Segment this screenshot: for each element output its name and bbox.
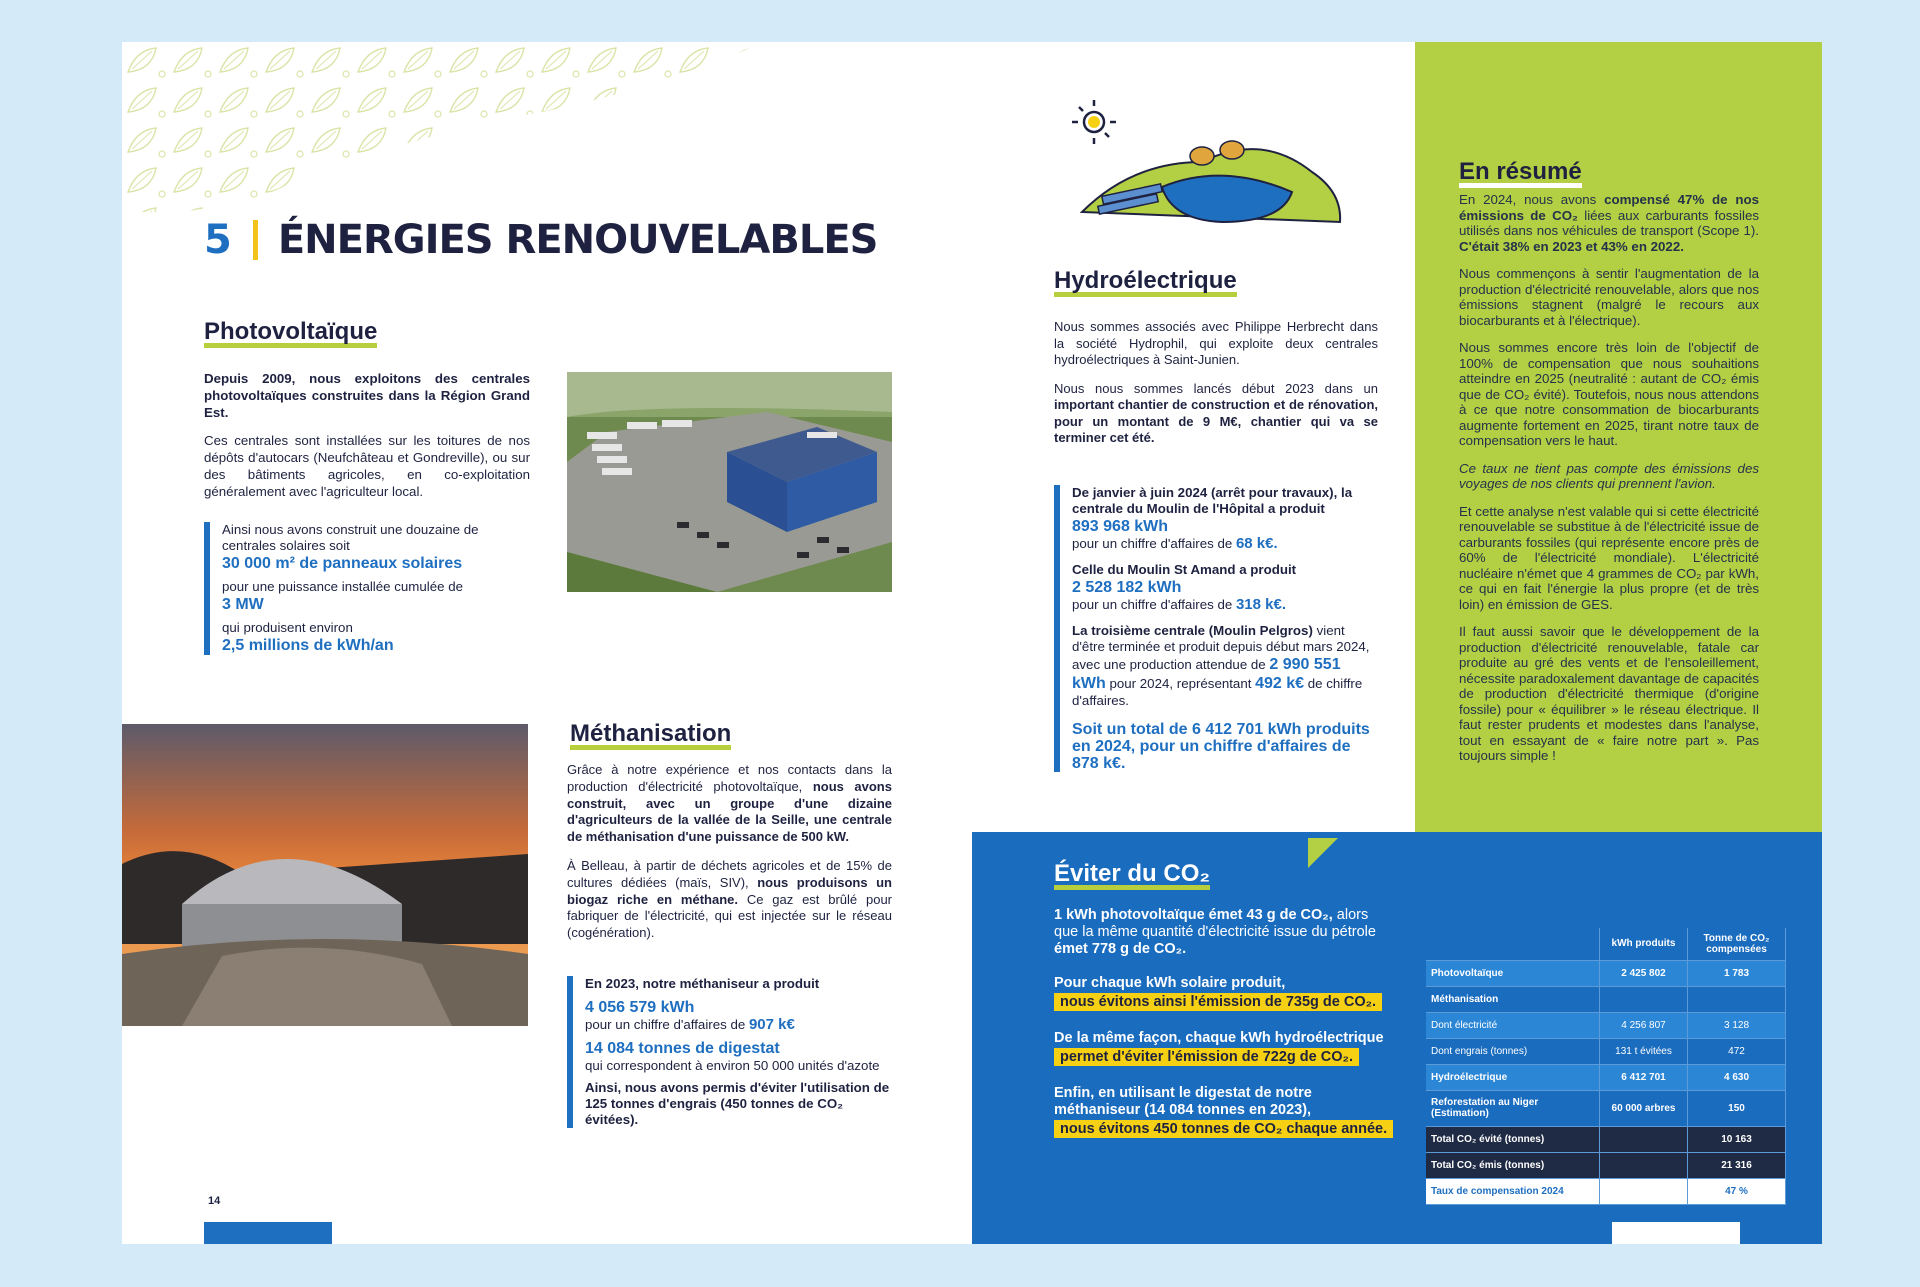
table-header: Tonne de CO₂ compensées — [1688, 928, 1786, 960]
hydro-text: Nous sommes associés avec Philippe Herbrecht dans la société Hydrophil, qui exploite deux centrales hydroélectriques à Saint-Junien. Nous nous sommes lancés début 2023 dans un important chantier de construction et de rénovation, pour un montant de 9 M€, chantier qui va se terminer cet été. — [1054, 319, 1378, 445]
table-row: Total CO₂ évité (tonnes) 10 163 — [1426, 1126, 1786, 1152]
callout-text: Ainsi, nous avons permis d'éviter l'utilisation de 125 tonnes d'engrais (450 tonnes de CO₂ évitées). — [585, 1080, 890, 1127]
chapter-number: 5 — [204, 217, 231, 263]
table-header — [1426, 928, 1600, 960]
table-row: Photovoltaïque 2 425 802 1 783 — [1426, 960, 1786, 986]
section-title-resume: En résumé — [1459, 160, 1582, 188]
co2-table — [1426, 928, 1786, 1205]
section-title-photovoltaique: Photovoltaïque — [204, 320, 377, 348]
eviter-text: 1 kWh photovoltaïque émet 43 g de CO₂, alors que la même quantité d'électricité issue du pétrole émet 778 g de CO₂. Pour chaque kWh solaire produit, nous évitons ainsi l'émission de 735g de CO₂. De la même façon, chaque kWh hydroélectrique permet d'éviter l'émission de 722g de CO₂. Enfin, en utilisant le digestat de notre méthaniseur (14 084 tonnes en 2023), nous évitons 450 tonnes de CO₂ chaque année. — [1054, 907, 1394, 1157]
section-title-methanisation: Méthanisation — [570, 722, 731, 750]
callout-text: qui correspondent à environ 50 000 unités d'azote — [585, 1058, 880, 1073]
callout-value: 4 056 579 kWh — [585, 999, 695, 1016]
table-row: Reforestation au Niger (Estimation) 60 000 arbres 150 — [1426, 1090, 1786, 1126]
resume-text: En 2024, nous avons compensé 47% de nos émissions de CO₂ liées aux carburants fossiles utilisés dans nos véhicules de transport (Scope 1). C'était 38% en 2023 et 43% en 2022. Nous commençons à sentir l'augmentation de la production d'électricité renouvelable, alors que nos émissions stagnent (malgré le recours aux biocarburants et à l'électrique). Nous sommes encore très loin de l'objectif de 100% de compensation que nous souhaitions atteindre en 2025 (neutralité : autant de CO₂ émis que de CO₂ évité). Toutefois, nous nous attendons à ce que notre consommation de biocarburants augmente fortement en 2025, tirant notre taux de compensation vers le haut. Ce taux ne tient pas compte des émissions des voyages de nos clients qui prennent l'avion. Et cette analyse n'est valable qui si cette électricité renouvelable se substitue à de l'électricité issue de carburants fossiles (qui représente encore près de 60% de l'électricité mondiale). L'électricité nucléaire n'émet que 4 grammes de CO₂ par kWh, ce qui en fait l'énergie la plus propre (et de très loin) en émission de GES. Il faut aussi savoir que le développement de la production d'électricité renouvelable, fatale car produite au gré des vents et de l'ensoleillement, nécessite paradoxalement davantage de capacités de production d'électricité thermique (d'origine fossile) pour « équilibrer » le réseau électrique. Il faut rester prudents et modestes dans l'analyse, tout en essayant de « faire notre part ». Pas toujours simple ! — [1459, 192, 1760, 763]
section-title-eviter: Éviter du CO₂ — [1054, 862, 1210, 890]
page-number: 15 — [1732, 1194, 1745, 1206]
solar-depot-photo — [567, 372, 892, 592]
chapter-heading — [204, 217, 877, 263]
photovoltaique-callout — [204, 522, 530, 655]
leaf-pattern-decoration — [122, 42, 762, 212]
photovoltaique-intro: Depuis 2009, nous exploitons des centrales photovoltaïques construites dans la Région Grand Est. — [204, 371, 530, 420]
right-page — [972, 42, 1822, 1244]
photovoltaique-text — [204, 371, 530, 513]
callout-text: En 2023, notre méthaniseur a produit — [585, 976, 820, 991]
section-title-hydro: Hydroélectrique — [1054, 269, 1237, 297]
table-row: Taux de compensation 2024 47 % — [1426, 1178, 1786, 1204]
callout-text: Ainsi nous avons construit une douzaine de centrales solaires soit — [222, 522, 479, 553]
photovoltaique-body: Ces centrales sont installées sur les toitures de nos dépôts d'autocars (Neufchâteau et Gondreville), ou sur des bâtiments agricoles, en co-exploitation généralement avec l'agriculteur local. — [204, 433, 530, 499]
chapter-separator — [253, 220, 258, 260]
speech-bubble-tail — [1308, 838, 1338, 868]
methanisation-text: Grâce à notre expérience et nos contacts dans la production d'électricité photovoltaïque, nous avons construit, avec un groupe d'une dizaine d'agriculteurs de la vallée de la Seille, une centrale de méthanisation d'une puissance de 500 kW. À Belleau, à partir de déchets agricoles et de 15% de cultures dédiées (maïs, SIV), nous produisons un biogaz riche en méthane. Ce gaz est brûlé pour fabriquer de l'électricité, qui est injectée sur le réseau (cogénération). — [567, 762, 892, 941]
hydro-illustration — [1072, 92, 1352, 242]
page-tab — [204, 1222, 332, 1244]
table-row: Dont électricité 4 256 807 3 128 — [1426, 1012, 1786, 1038]
hydro-total: Soit un total de 6 412 701 kWh produits en 2024, pour un chiffre d'affaires de 878 k€. — [1072, 721, 1370, 772]
callout-value: 30 000 m² de panneaux solaires — [222, 555, 463, 572]
page-tab — [1612, 1222, 1740, 1244]
page-number: 14 — [208, 1195, 221, 1207]
chapter-title: ÉNERGIES RENOUVELABLES — [277, 217, 878, 263]
callout-value: 14 084 tonnes de digestat — [585, 1040, 780, 1057]
methanisation-callout: En 2023, notre méthaniseur a produit 4 056 579 kWh pour un chiffre d'affaires de 907 k€ 14 084 tonnes de digestat qui correspondent à environ 50 000 unités d'azote Ainsi, nous avons permis d'éviter l'utilisation de 125 tonnes d'engrais (450 tonnes de CO₂ évitées). — [567, 976, 892, 1128]
callout-text: pour une puissance installée cumulée de — [222, 579, 463, 594]
table-header: kWh produits — [1600, 928, 1688, 960]
table-row: Total CO₂ émis (tonnes) 21 316 — [1426, 1152, 1786, 1178]
table-row: Dont engrais (tonnes) 131 t évitées 472 — [1426, 1038, 1786, 1064]
callout-text: qui produisent environ — [222, 620, 353, 635]
table-row: Méthanisation — [1426, 986, 1786, 1012]
methaniseur-photo — [122, 724, 528, 1026]
table-row: Hydroélectrique 6 412 701 4 630 — [1426, 1064, 1786, 1090]
left-page — [122, 42, 972, 1244]
callout-value: 2,5 millions de kWh/an — [222, 637, 394, 654]
hydro-callout: De janvier à juin 2024 (arrêt pour travaux), la centrale du Moulin de l'Hôpital a produit 893 968 kWh pour un chiffre d'affaires de 68 k€. Celle du Moulin St Amand a produit 2 528 182 kWh pour un chiffre d'affaires de 318 k€. La troisième centrale (Moulin Pelgros) vient d'être terminée et produit depuis début mars 2024, avec une production attendue de 2 990 551 kWh pour 2024, représentant 492 k€ de chiffre d'affaires. Soit un total de 6 412 701 kWh produits en 2024, pour un chiffre d'affaires de 878 k€. — [1054, 485, 1378, 772]
callout-value: 3 MW — [222, 596, 264, 613]
